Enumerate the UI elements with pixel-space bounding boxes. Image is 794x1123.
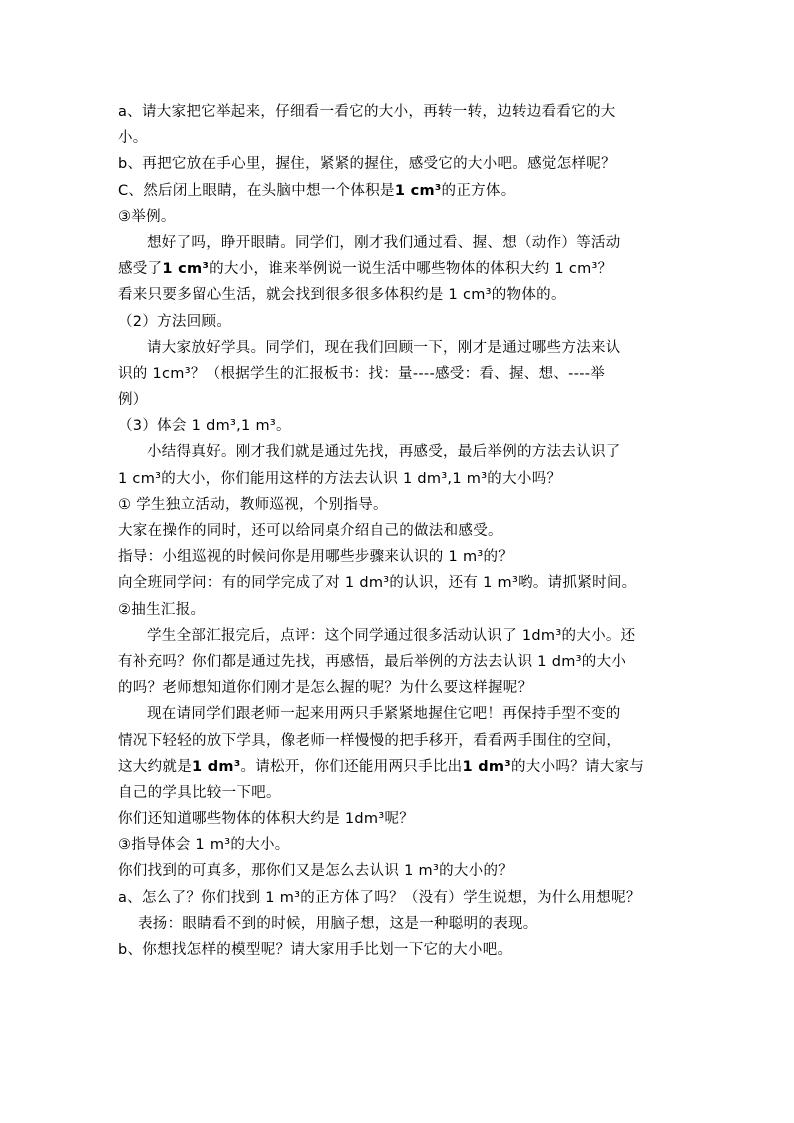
section-heading: ③举例。 <box>118 208 176 225</box>
text-line <box>118 256 678 282</box>
text-line: 指导：小组巡视的时候问你是用哪些步骤来认识的 1 m³的？ <box>118 549 514 566</box>
line-text: 这大约就是 <box>118 758 192 775</box>
text-line: 看来只要多留心生活，就会找到很多很多体积约是 1 cm³的物体的。 <box>118 287 566 304</box>
section-heading: ③指导体会 1 m³的大小。 <box>118 837 290 854</box>
line-text: 感受了 <box>118 261 163 278</box>
text-line: 你们找到的可真多，那你们又是怎么去认识 1 m³的大小的？ <box>118 863 514 880</box>
text-line: 学生全部汇报完后，点评：这个同学通过很多活动认识了 1dm³的大小。还 <box>147 627 636 644</box>
line-text: 的大小，谁来举例说一说生活中哪些物体的体积大约 1 cm³？ <box>209 261 613 278</box>
text-line: 现在请同学们跟老师一起来用两只手紧紧地握住它吧！再保持手型不变的 <box>147 706 621 723</box>
text-line: b、你想找怎样的模型呢？请大家用手比划一下它的大小吧。 <box>118 942 513 958</box>
text-line: a、请大家把它举起来，仔细看一看它的大小，再转一转，边转边看看它的大 <box>118 104 616 120</box>
text-line: a、怎么了？你们找到 1 m³的正方体了吗？（没有）学生说想，为什么用想呢？ <box>118 889 641 906</box>
line-text: 的大小吗？请大家与 <box>510 758 645 775</box>
text-line: 小。 <box>118 130 148 147</box>
text-line: 自己的学具比较一下吧。 <box>118 784 281 801</box>
text-line: 小结得真好。刚才我们就是通过先找，再感受，最后举例的方法去认识了 <box>147 444 621 461</box>
line-text: 。请松开，你们还能用两只手比出 <box>240 758 463 775</box>
unit-bold: 1 dm³ <box>192 758 241 775</box>
section-heading: （3）体会 1 dm³,1 m³。 <box>118 418 291 435</box>
unit-bold: 1 dm³ <box>462 758 511 775</box>
text-line: b、再把它放在手心里，握住，紧紧的握住，感受它的大小吧。感觉怎样呢？ <box>118 156 616 173</box>
line-text: 的正方体。 <box>441 182 516 199</box>
section-heading: ① 学生独立活动，教师巡视，个别指导。 <box>118 496 388 513</box>
section-heading: （2）方法回顾。 <box>118 313 232 330</box>
text-line: 情况下轻轻的放下学具，像老师一样慢慢的把手移开，看看两手围住的空间， <box>118 732 622 749</box>
text-line: 有补充吗？你们都是通过先找，再感悟，最后举例的方法去认识 1 dm³的大小 <box>118 653 627 670</box>
line-text: C、然后闭上眼睛，在头脑中想一个体积是 <box>118 182 395 199</box>
text-line: 想好了吗，睁开眼睛。同学们，刚才我们通过看、握、想（动作）等活动 <box>147 234 621 251</box>
text-line: 的吗？老师想知道你们刚才是怎么握的呢？为什么要这样握呢？ <box>118 680 533 697</box>
text-line <box>118 754 678 780</box>
document-body <box>118 99 678 963</box>
text-line <box>118 178 678 204</box>
text-line: 表扬：眼睛看不到的时候，用脑子想，这是一种聪明的表现。 <box>138 915 538 932</box>
text-line: 请大家放好学具。同学们，现在我们回顾一下，刚才是通过哪些方法来认 <box>147 339 621 356</box>
section-heading: ②抽生汇报。 <box>118 601 206 618</box>
text-line: 向全班同学问：有的同学完成了对 1 dm³的认识，还有 1 m³哟。请抓紧时间。 <box>118 575 637 592</box>
text-line: 例） <box>118 392 148 409</box>
text-line: 大家在操作的同时，还可以给同桌介绍自己的做法和感受。 <box>118 523 503 539</box>
unit-bold: 1 cm³ <box>162 261 210 278</box>
text-line: 你们还知道哪些物体的体积大约是 1dm³呢？ <box>118 811 415 828</box>
text-line: 识的 1cm³？（根据学生的汇报板书：找：量----感受：看、握、想、----举 <box>118 365 606 382</box>
text-line: 1 cm³的大小，你们能用这样的方法去认识 1 dm³,1 m³的大小吗？ <box>118 470 562 487</box>
unit-bold: 1 cm³ <box>394 182 442 199</box>
